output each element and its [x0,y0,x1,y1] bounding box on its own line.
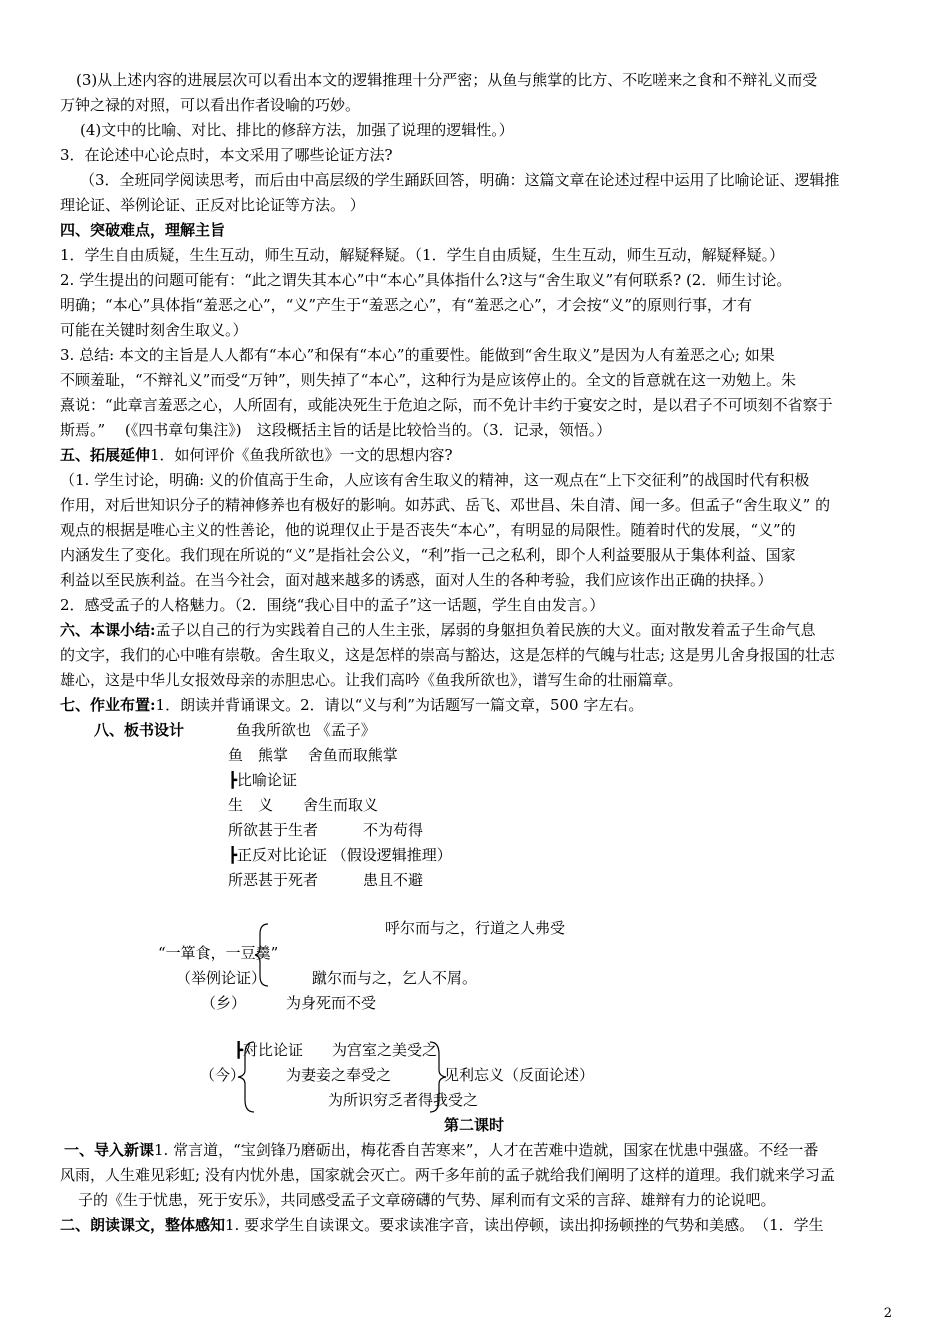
paragraph-line: 雄心，这是中华儿女报效母亲的赤胆忠心。让我们高吟《鱼我所欲也》，谱写生命的壮丽篇章。 [60,671,683,689]
board-contrast-line: 为妻妾之奉受之 [286,1066,392,1084]
paragraph-line: 2．感受孟子的人格魅力。（2．围绕“我心目中的孟子”这一话题，学生自由发言。） [60,596,605,614]
lesson-2-heading-2: 二、朗读课文，整体感知 [60,1216,226,1234]
paragraph-line: （1. 学生讨论，明确: 义的价值高于生命，人应该有舍生取义的精神，这一观点在“上下交征利”的战国时代有积极 [60,471,810,489]
section-6-text: 孟子以自己的行为实践着自己的人生主张，孱弱的身躯担负着民族的大义。面对散发着孟子生命气息 [155,621,816,639]
board-heading: 八、板书设计 [94,721,185,739]
board-example-line: （乡） [201,994,247,1012]
left-brace-icon [254,922,274,988]
section-5-question: 1．如何评价《鱼我所欲也》一文的思想内容? [150,446,453,464]
board-line: 生 义 舍生而取义 [228,796,379,814]
paragraph-line: 利益以至民族利益。在当今社会，面对越来越多的诱惑，面对人生的各种考验，我们应该作出正确的抉择。） [60,571,773,589]
paragraph-line: (3)从上述内容的进展层次可以看出本文的逻辑推理十分严密；从鱼与熊掌的比方、不吃嗟来之食和不辩礼义而受 [76,71,818,89]
section-5-line [60,445,900,465]
board-example-line: 蹴尔而与之，乞人不屑。 [312,969,478,987]
board-line: 所恶甚于死者 患且不避 [228,871,424,889]
board-line: ┣正反对比论证 （假设逻辑推理） [228,846,452,864]
paragraph-line: 理论证、举例论证、正反对比论证等方法。 ） [60,196,365,214]
lesson-2-section-2-line [60,1215,900,1235]
lesson-2-section-1-line [64,1140,904,1160]
section-heading-6: 六、本课小结: [60,621,156,639]
paragraph-line: 万钟之禄的对照，可以看出作者设喻的巧妙。 [60,96,361,114]
lesson-2-intro-text: 1. 常言道，“宝剑锋乃磨砺出，梅花香自苦寒来”，人才在苦难中造就，国家在忧患中强盛。不经一番 [154,1141,819,1159]
paragraph-line: 风雨，人生难见彩虹; 没有内忧外患，国家就会灭亡。两千多年前的孟子就给我们阐明了这样的道理。我们就来学习孟 [60,1166,835,1184]
board-line: 所欲甚于生者 不为苟得 [228,821,424,839]
paragraph-line: 的文字，我们的心中唯有崇敬。舍生取义，这是怎样的崇高与豁达，这是怎样的气魄与壮志; 这是男儿舍身报国的壮志 [60,646,835,664]
section-heading-5: 五、拓展延伸 [60,446,151,464]
paragraph-line: (4)文中的比喻、对比、排比的修辞方法，加强了说理的逻辑性。） [80,121,514,139]
board-example-line: （举例论证） [176,969,267,987]
board-contrast-line: ┣对比论证 [234,1041,304,1059]
board-contrast-line: （今） [200,1066,246,1084]
paragraph-line: 不顾羞耻，“不辩礼义”而受“万钟”，则失掉了“本心”，这种行为是应该停止的。全文的旨意就在这一劝勉上。朱 [60,371,797,389]
paragraph-line: 明确；“本心”具体指“羞恶之心”，“义”产生于“羞恶之心”，有“羞恶之心”，才会按“义”的原则行事，才有 [60,296,753,314]
paragraph-line: 观点的根据是唯心主义的性善论，他的说理仅止于是否丧失“本心”，有明显的局限性。随着时代的发展，“义”的 [60,521,796,539]
board-example-line: “一箪食，一豆羹” [158,944,279,962]
board-example-line: 呼尔而与之，行道之人弗受 [385,919,566,937]
lesson-2-heading-1: 一、导入新课 [64,1141,155,1159]
section-7-line [60,695,900,715]
lesson-2-title: 第二课时 [444,1116,505,1134]
paragraph-line: 作用，对后世知识分子的精神修养也有极好的影响。如苏武、岳飞、邓世昌、朱自清、闻一多。但孟子“舍生取义” 的 [60,496,831,514]
section-heading-4: 四、突破难点，理解主旨 [60,221,226,239]
section-6-line [60,620,900,640]
paragraph-line: 2. 学生提出的问题可能有：“此之谓失其本心”中“本心”具体指什么?这与“舍生取义”有何联系? (2．师生讨论。 [60,271,792,289]
paragraph-line: 内涵发生了变化。我们现在所说的“义”是指社会公义，“利”指一己之私利，即个人利益要服从于集体利益、国家 [60,546,796,564]
section-heading-7: 七、作业布置: [60,696,156,714]
left-brace-icon [236,1040,258,1114]
board-contrast-line: 为宫室之美受之 [332,1041,438,1059]
paragraph-line: 子的《生于忧患，死于安乐》，共同感受孟子文章磅礴的气势、犀利而有文采的言辞、雄辩有力的论说吧。 [78,1191,776,1209]
right-brace-icon [426,1040,448,1114]
board-example-line: 为身死而不受 [286,994,377,1012]
board-contrast-line: 为所识穷乏者得我受之 [328,1091,479,1109]
page-number: 2 [883,1306,892,1321]
board-line: 鱼 熊掌 舍鱼而取熊掌 [228,746,398,764]
paragraph-line: 1．学生自由质疑，生生互动，师生互动，解疑释疑。（1．学生自由质疑，生生互动，师生互动，解疑释疑。） [60,246,785,264]
question-3: 3．在论述中心论点时，本文采用了哪些论证方法? [60,146,393,164]
paragraph-line: 3. 总结: 本文的主旨是人人都有“本心”和保有“本心”的重要性。能做到“舍生取义”是因为人有羞恶之心; 如果 [60,346,775,364]
lesson-2-reading-text: 1. 要求学生自读课文。要求读准字音，读出停顿，读出抑扬顿挫的气势和美感。 （1．学生 [225,1216,824,1234]
section-7-text: 1．朗读并背诵课文。2．请以“义与利”为话题写一篇文章，500 字左右。 [155,696,644,714]
paragraph-line: 斯焉。” (《四书章句集注》) 这段概括主旨的话是比较恰当的。（3．记录，领悟。） [60,421,612,439]
board-contrast-line: 见利忘义（反面论述） [444,1066,595,1084]
paragraph-line: 熹说：“此章言羞恶之心，人所固有，或能决死生于危迫之际，而不免计丰约于宴安之时，是以君子不可顷刻不省察于 [60,396,833,414]
board-title: 鱼我所欲也 《孟子》 [236,721,376,739]
paragraph-line: 可能在关键时刻舍生取义。） [60,321,248,339]
paragraph-line: （3．全班同学阅读思考，而后由中高层级的学生踊跃回答，明确：这篇文章在论述过程中运用了比喻论证、逻辑推 [80,171,840,189]
board-line: ┣比喻论证 [228,771,298,789]
